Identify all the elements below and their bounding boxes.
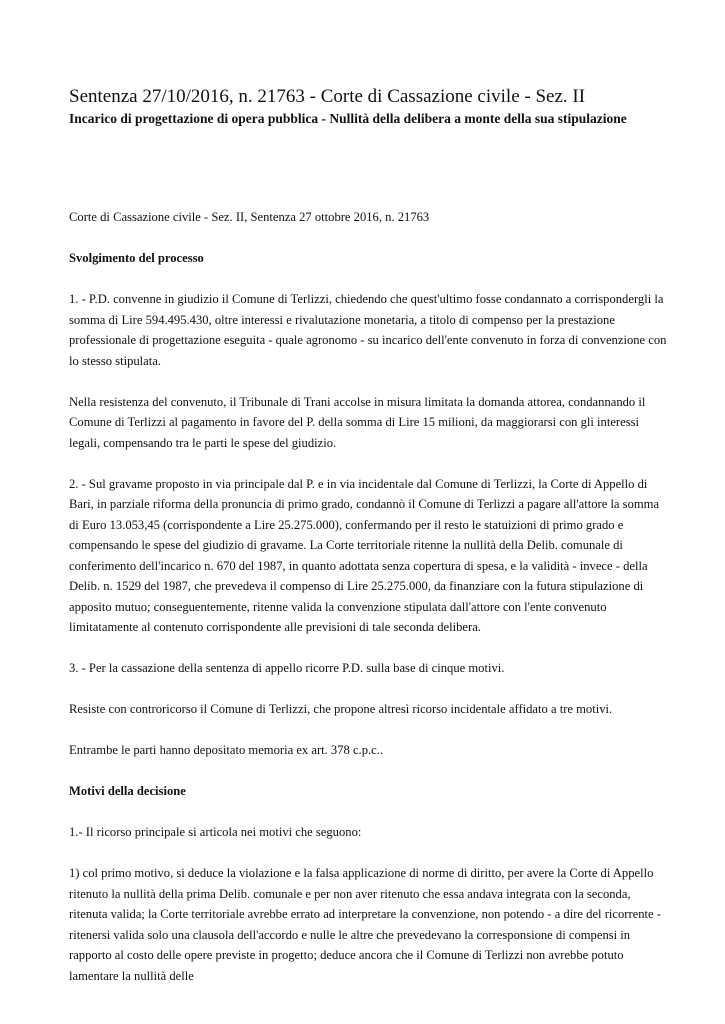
paragraph: 1. - P.D. convenne in giudizio il Comune di Terlizzi, chiedendo che quest'ultimo fosse condannato a corrispondergli la somma di Lire 594.495.430, oltre interessi e rivalutazione monetaria, a titolo di compenso per la prestazione professionale di progettazione eseguita - quale agronomo - su incarico dell'ente convenuto in forza di convenzione con lo stesso stipulata. [69,292,667,368]
paragraph: 3. - Per la cassazione della sentenza di appello ricorre P.D. sulla base di cinque motivi. [69,661,505,675]
document-body [69,207,669,1007]
paragraph: 1) col primo motivo, si deduce la violazione e la falsa applicazione di norme di diritto, per avere la Corte di Appello ritenuto la nullità della prima Delib. comunale e per non aver ritenuto che essa andava integrata con la seconda, ritenuta valida; la Corte territoriale avrebbe errato ad interpretare la convenzione, non potendo - a dire del ricorrente - ritenersi valida solo una clausola dell'accordo e nulle le altre che prevedevano la corresponsione di compensi in rapporto al costo delle opere previste in progetto; deduce ancora che il Comune di Terlizzi non avrebbe potuto lamentare la nullità delle [69,866,661,983]
paragraph: 1.- Il ricorso principale si articola nei motivi che seguono: [69,825,362,839]
court-line: Corte di Cassazione civile - Sez. II, Sentenza 27 ottobre 2016, n. 21763 [69,210,430,224]
document-subtitle: Incarico di progettazione di opera pubblica - Nullità della delibera a monte della sua stipulazione [69,111,627,126]
section-heading-svolgimento: Svolgimento del processo [69,251,204,265]
document-title: Sentenza 27/10/2016, n. 21763 - Corte di Cassazione civile - Sez. II [69,86,586,107]
paragraph: Nella resistenza del convenuto, il Tribunale di Trani accolse in misura limitata la domanda attorea, condannando il Comune di Terlizzi al pagamento in favore del P. della somma di Lire 15 milioni, da maggiorarsi con gli interessi legali, compensando tra le parti le spese del giudizio. [69,394,646,450]
paragraph: 2. - Sul gravame proposto in via principale dal P. e in via incidentale dal Comune di Terlizzi, la Corte di Appello di Bari, in parziale riforma della pronuncia di primo grado, condannò il Comune di Terlizzi a pagare all'attore la somma di Euro 13.053,45 (corrispondente a Lire 25.275.000), confermando per il resto le statuizioni di primo grado e compensando le spese del giudizio di gravame. La Corte territoriale ritenne la nullità della Delib. comunale di conferimento dell'incarico n. 670 del 1987, in quanto adottata senza copertura di spesa, e la validità - invece - della Delib. n. 1529 del 1987, che prevedeva il compenso di Lire 25.275.000, da finanziare con la futura stipulazione di apposito mutuo; conseguentemente, ritenne valida la convenzione stipulata dall'attore con l'ente convenuto limitatamente al contenuto corrispondente alle previsioni di tale seconda delibera. [69,476,660,634]
section-heading-motivi: Motivi della decisione [69,784,186,798]
paragraph: Entrambe le parti hanno depositato memoria ex art. 378 c.p.c.. [69,743,384,757]
paragraph: Resiste con controricorso il Comune di Terlizzi, che propone altresì ricorso incidentale affidato a tre motivi. [69,702,613,716]
